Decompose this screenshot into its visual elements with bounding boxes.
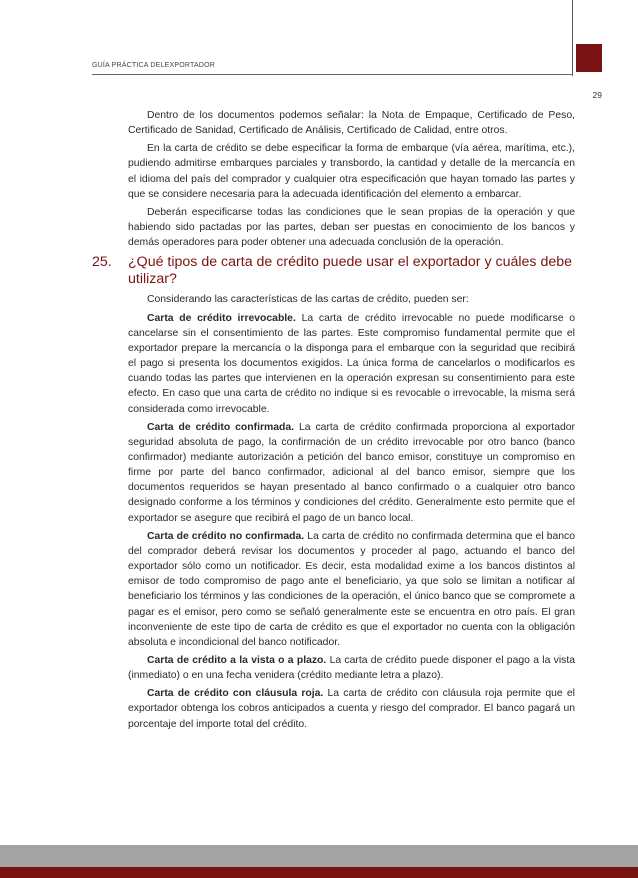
type-description: La carta de crédito puede disponer el pago a la vista (inmediato) o en una fecha venidera (crédito mediante letra a plazo). <box>128 655 575 682</box>
header-horizontal-rule <box>92 74 573 75</box>
type-term: Carta de crédito con cláusula roja. <box>147 688 324 700</box>
type-description: La carta de crédito con cláusula roja permite que el exportador obtenga los cobros anticipados a cuenta y riesgo del comprador. El banco pagará un porcentaje del importe total del crédito. <box>128 688 575 730</box>
paragraph-documents: Dentro de los documentos podemos señalar: la Nota de Empaque, Certificado de Peso, Certificado de Sanidad, Certificado de Análisis, Certificado de Calidad, entre otros. <box>128 110 575 137</box>
footer-gray-band <box>0 845 638 867</box>
footer-accent-strip <box>0 867 638 878</box>
type-description: La carta de crédito no confirmada determina que el banco del comprador deberá revisar los documentos y proceder al pago, actuando el banco del exportador sólo como un notificador. Es decir, esta modalidad exime a los bancos distintos al emisor de todo compromiso de pago ante el beneficiario, ya que solo se limitan a notificar al beneficiario los términos y las condiciones de la operación, el único banco que se compromete a pagar es el emisor, pero como se señaló generalmente este se encuentra en otro país. El gran inconveniente de este tipo de carta de crédito es que el exportador no cuenta con la obligación absoluta e incondicional del banco notificador. <box>128 530 576 648</box>
type-term: Carta de crédito a la vista o a plazo. <box>147 655 327 666</box>
header-vertical-rule <box>572 0 573 76</box>
paragraph-shipping: En la carta de crédito se debe especificar la forma de embarque (vía aérea, marítima, etc.), pudiendo admitirse embarques parciales y transbordo, la cantidad y detalle de la mercancía en el idioma del país del comprador y cualquier otra especificación que hayan tomado las partes y que se considere necesaria para la adecuada identificación del elemento a embarcar. <box>128 143 575 200</box>
paragraph-type-unconfirmed <box>128 529 575 650</box>
header-accent-square <box>576 44 602 72</box>
paragraph-type-confirmed <box>128 420 575 526</box>
question-text: ¿Qué tipos de carta de crédito puede usar el exportador y cuáles debe utilizar? <box>128 254 573 288</box>
type-term: Carta de crédito irrevocable. <box>147 312 296 324</box>
type-term: Carta de crédito confirmada. <box>147 421 295 433</box>
page-body <box>92 108 576 735</box>
question-heading <box>92 254 575 288</box>
paragraph-type-irrevocable <box>128 311 575 417</box>
paragraph-conditions: Deberán especificarse todas las condiciones que le sean propias de la operación y que habiendo sido pactadas por las partes, deban ser puestas en conocimiento de los bancos y demás operadores para poder obtener una adecuada conclusión de la operación. <box>128 206 575 249</box>
page-number: 29 <box>592 90 602 100</box>
paragraph-type-sight-term <box>128 653 575 683</box>
paragraph-type-red-clause <box>128 686 575 731</box>
paragraph-answer-intro: Considerando las características de las cartas de crédito, pueden ser: <box>147 294 469 306</box>
running-header-title: GUÍA PRÁCTICA DELEXPORTADOR <box>92 62 216 69</box>
question-number: 25. <box>92 254 112 271</box>
type-term: Carta de crédito no confirmada. <box>147 530 305 542</box>
type-description: La carta de crédito irrevocable no puede modificarse o cancelarse sin el consentimiento de las partes. Este compromiso fundamental permite que el exportador prepare la mercancía o la disponga para el embarque con la seguridad que recibirá el pago si presenta los documentos exigidos. La única forma de cancelarlos o modificarlos es cuando todas las partes que intervienen en la operación expresan su consentimiento para este efecto. En caso que una carta de crédito no indique si es revocable o irrevocable, la misma será considerada como irrevocable. <box>128 312 575 415</box>
type-description: La carta de crédito confirmada proporciona al exportador seguridad absoluta de pago, la confirmación de un crédito irrevocable por otro banco (banco confirmador) mediante autorización a petición del banco emisor, constituye un compromiso en firme por parte del banco confirmador, adicional al del banco emisor, siempre que los documentos requeridos se hayan presentado al banco confirmado o a cualquier otro banco designado conforme a los términos y condiciones del crédito. Generalmente esto permite que el exportador se asegure que recibirá el pago de un banco local. <box>128 421 575 524</box>
